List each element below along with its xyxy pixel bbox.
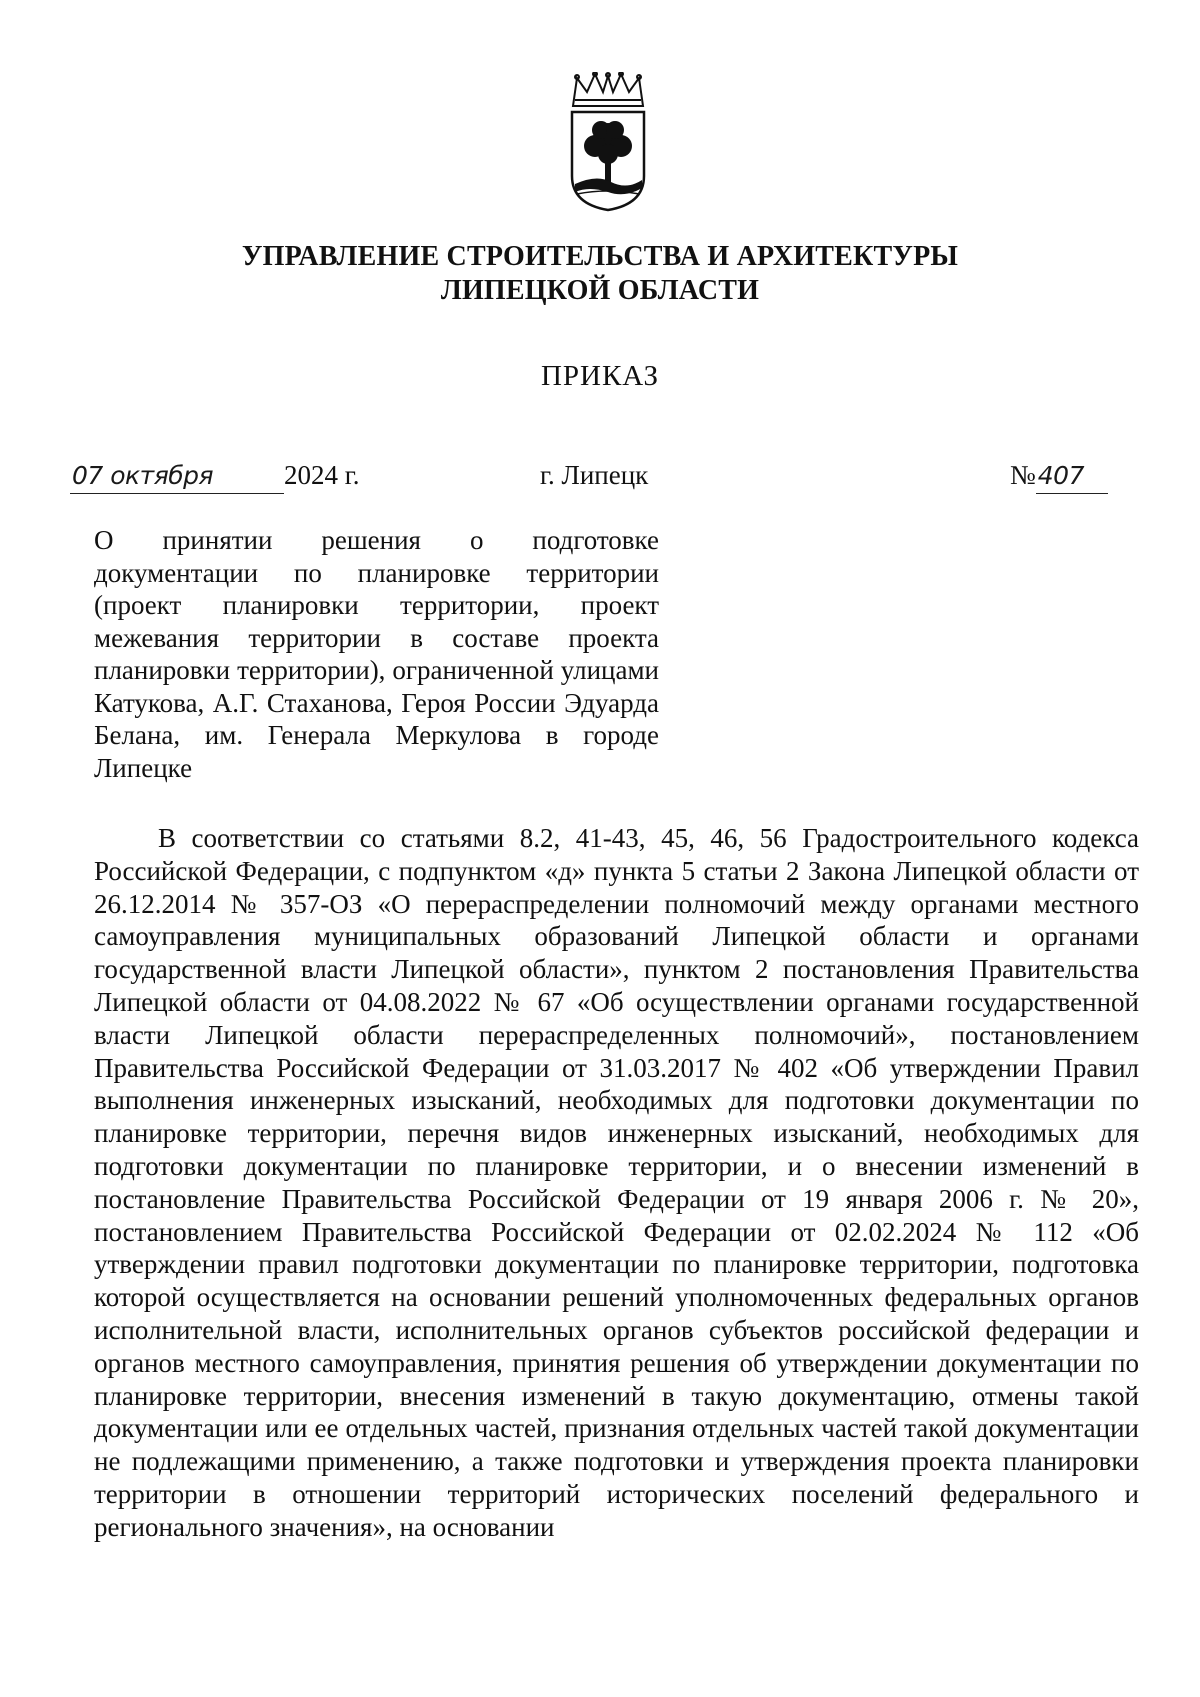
order-subject: О принятии решения о подготовке документации по планировке территории (проект планировки территории, проект межевания территории в составе проекта планировки территории), ограниченной улицами Катукова, А.Г. Стаханова, Героя России Эдуарда Белана, им. Генерала Меркулова в городе Липецке — [94, 525, 659, 783]
coat-of-arms-icon — [567, 72, 649, 212]
date-year: 2024 г. — [284, 460, 360, 490]
order-number — [1010, 458, 1108, 494]
organization-name — [0, 240, 1200, 308]
document-type-title: ПРИКАЗ — [540, 360, 660, 392]
handwritten-number: 407 — [1036, 459, 1108, 494]
order-city: г. Липецк — [540, 460, 649, 490]
handwritten-date: 07 октября — [70, 459, 284, 494]
order-date — [70, 458, 360, 494]
org-line-1: УПРАВЛЕНИЕ СТРОИТЕЛЬСТВА И АРХИТЕКТУРЫ — [241, 241, 959, 272]
org-line-2: ЛИПЕЦКОЙ ОБЛАСТИ — [440, 275, 760, 306]
order-body-paragraph: В соответствии со статьями 8.2, 41-43, 45, 46, 56 Градостроительного кодекса Российской Федерации, с подпунктом «д» пункта 5 статьи 2 Закона Липецкой области от 26.12.2014 № 357-ОЗ «О перераспределении полномочий между органами местного самоуправления муниципальных образований Липецкой области и органами государственной власти Липецкой области», пунктом 2 постановления Правительства Липецкой области от 04.08.2022 № 67 «Об осуществлении органами государственной власти Липецкой области перераспределенных полномочий», постановлением Правительства Российской Федерации от 31.03.2017 № 402 «Об утверждении Правил выполнения инженерных изысканий, необходимых для подготовки документации по планировке территории, перечня видов инженерных изысканий, необходимых для подготовки документации по планировке территории, и о внесении изменений в постановление Правительства Российской Федерации от 19 января 2006 г. № 20», постановлением Правительства Российской Федерации от 02.02.2024 № 112 «Об утверждении правил подготовки документации по планировке территории, подготовка которой осуществляется на основании решений уполномоченных федеральных органов исполнительной власти, исполнительных органов субъектов российской федерации и органов местного самоуправления, принятия решения об утверждении документации по планировке территории, внесения изменений в такую документацию, отмены такой документации или ее отдельных частей, признания отдельных частей такой документации не подлежащими применению, а также подготовки и утверждения проекта планировки территории в отношении территорий исторических поселений федерального и регионального значения», на основании — [94, 823, 1139, 1542]
number-label: № — [1010, 460, 1036, 490]
